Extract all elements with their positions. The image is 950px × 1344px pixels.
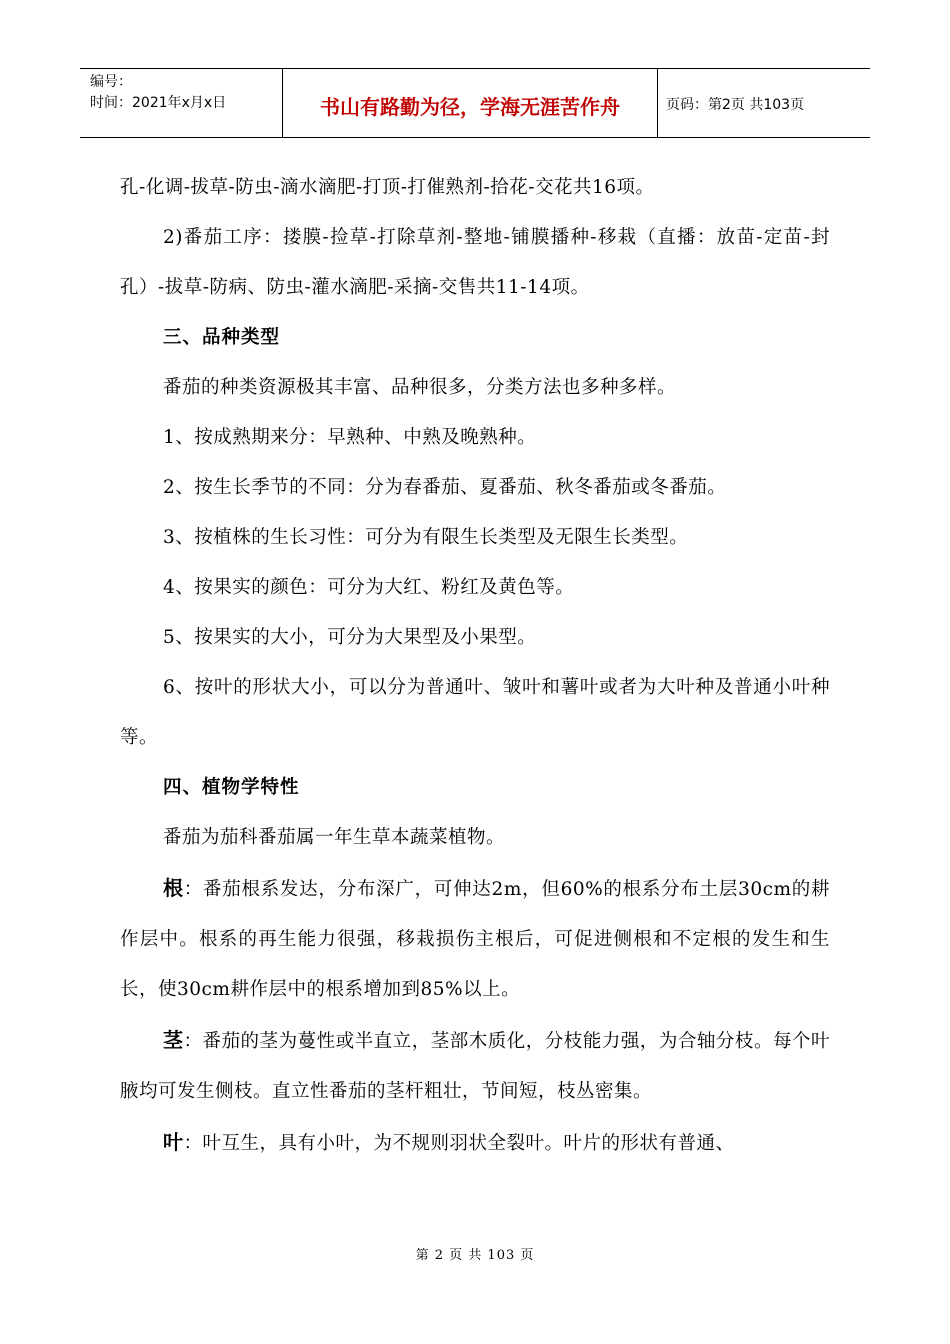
section-heading: 三、品种类型 (163, 327, 281, 348)
number-label: 编号： (90, 74, 132, 90)
header-motto: 书山有路勤为径，学海无涯苦作舟 (283, 69, 658, 137)
section-heading: 四、植物学特性 (163, 777, 300, 798)
stem-text: ：番茄的茎为蔓性或半直立，茎部木质化，分枝能力强，为合轴分枝。每个叶腋均可发生侧枝。直立性番茄的茎杆粗壮，节间短，枝丛密集。 (120, 1031, 830, 1102)
paragraph: 孔-化调-拔草-防虫-滴水滴肥-打顶-打催熟剂-拾花-交花共16项。 (120, 177, 655, 198)
list-item: 5、按果实的大小，可分为大果型及小果型。 (163, 627, 537, 648)
header-page-info: 页码：第2页 共103页 (666, 97, 805, 113)
list-item: 6、按叶的形状大小，可以分为普通叶、皱叶和薯叶或者为大叶种及普通小叶种等。 (120, 677, 830, 748)
list-item: 1、按成熟期来分：早熟种、中熟及晚熟种。 (163, 427, 537, 448)
paragraph-leaf (120, 1117, 830, 1169)
root-text: ：番茄根系发达，分布深广，可伸达2m，但60%的根系分布土层30cm的耕作层中。根系的再生能力很强，移栽损伤主根后，可促进侧根和不定根的发生和生长，使30cm耕作层中的根系增加到85%以上。 (120, 879, 831, 1000)
page-header (80, 68, 870, 138)
paragraph-stem (120, 1015, 830, 1117)
paragraph-root (120, 863, 830, 1015)
term-stem: 茎 (163, 1028, 184, 1052)
leaf-text: ：叶互生，具有小叶，为不规则羽状全裂叶。叶片的形状有普通、 (183, 1133, 735, 1154)
date-label: 时间：2021年x月x日 (90, 95, 227, 111)
header-meta (80, 69, 283, 137)
term-root: 根 (163, 876, 184, 900)
paragraph: 番茄的种类资源极其丰富、品种很多，分类方法也多种多样。 (163, 377, 677, 398)
list-item: 3、按植株的生长习性：可分为有限生长类型及无限生长类型。 (163, 527, 689, 548)
paragraph: 番茄为茄科番茄属一年生草本蔬菜植物。 (163, 827, 506, 848)
paragraph: 2)番茄工序：搂膜-捡草-打除草剂-整地-铺膜播种-移栽（直播：放苗-定苗-封孔）-拔草-防病、防虫-灌水滴肥-采摘-交售共11-14项。 (120, 227, 830, 298)
document-body (120, 163, 830, 1169)
term-leaf: 叶 (163, 1130, 184, 1154)
list-item: 4、按果实的颜色：可分为大红、粉红及黄色等。 (163, 577, 575, 598)
page-footer: 第 2 页 共 103 页 (415, 1248, 535, 1263)
list-item: 2、按生长季节的不同：分为春番茄、夏番茄、秋冬番茄或冬番茄。 (163, 477, 727, 498)
